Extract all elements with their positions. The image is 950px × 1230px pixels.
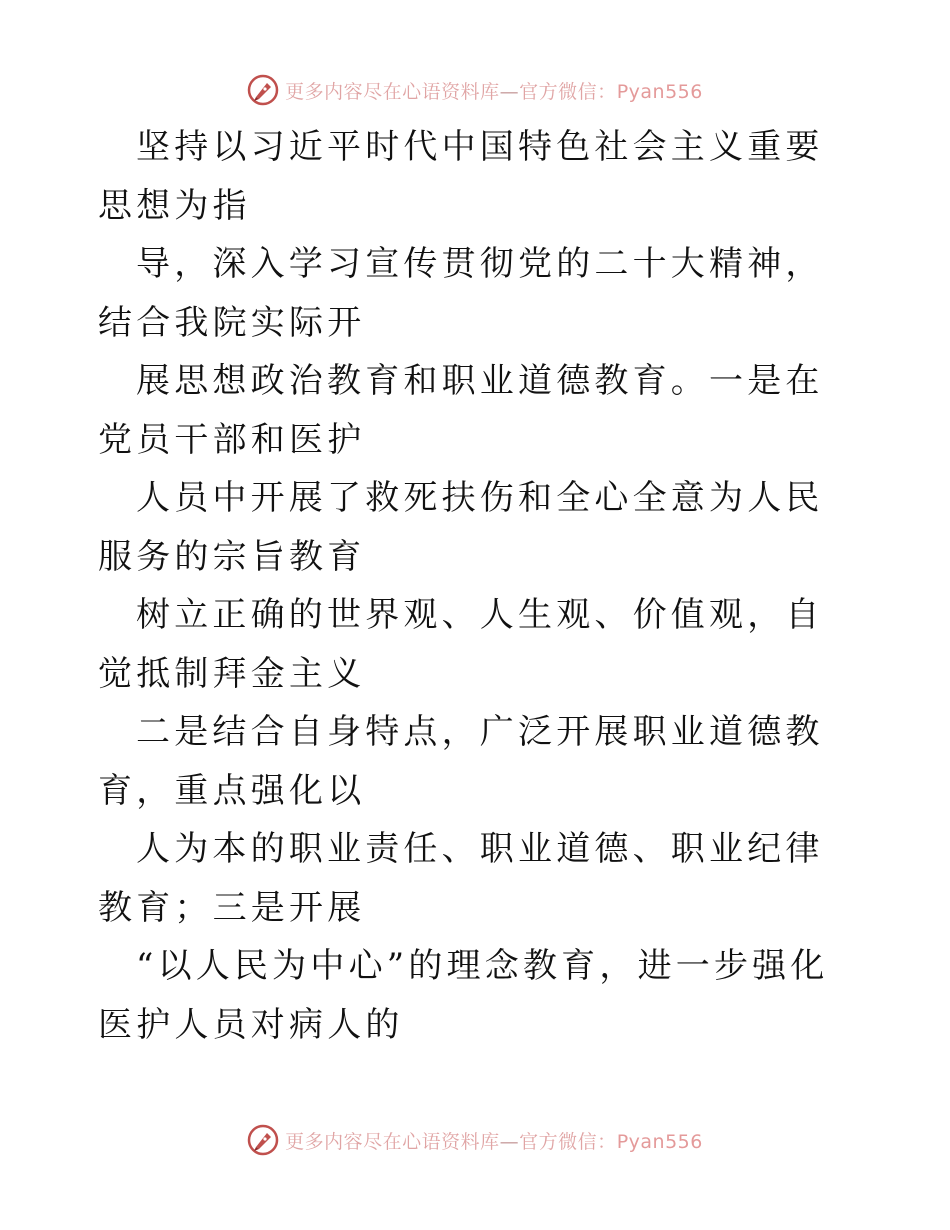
paragraph: 人员中开展了救死扶伤和全心全意为人民服务的宗旨教育 <box>98 478 824 577</box>
header-watermark <box>0 70 950 110</box>
paragraph: 坚持以习近平时代中国特色社会主义重要思想为指 <box>98 127 824 226</box>
paragraph: 树立正确的世界观、人生观、价值观，自觉抵制拜金主义 <box>98 595 824 694</box>
paragraph: 二是结合自身特点，广泛开展职业道德教育，重点强化以 <box>98 712 824 811</box>
footer-watermark <box>0 1120 950 1160</box>
paragraph: 展思想政治教育和职业道德教育。一是在党员干部和医护 <box>98 361 824 460</box>
pen-nib-logo-icon <box>247 1124 279 1156</box>
document-body <box>98 118 858 1054</box>
pen-nib-logo-icon <box>247 74 279 106</box>
paragraph: 导，深入学习宣传贯彻党的二十大精神，结合我院实际开 <box>98 244 824 343</box>
watermark-text: 更多内容尽在心语资料库—官方微信：Pyan556 <box>285 80 703 103</box>
paragraph: 人为本的职业责任、职业道德、职业纪律教育；三是开展 <box>98 829 824 928</box>
watermark-text: 更多内容尽在心语资料库—官方微信：Pyan556 <box>285 1130 703 1153</box>
paragraph: “以人民为中心”的理念教育，进一步强化医护人员对病人的 <box>98 946 829 1045</box>
